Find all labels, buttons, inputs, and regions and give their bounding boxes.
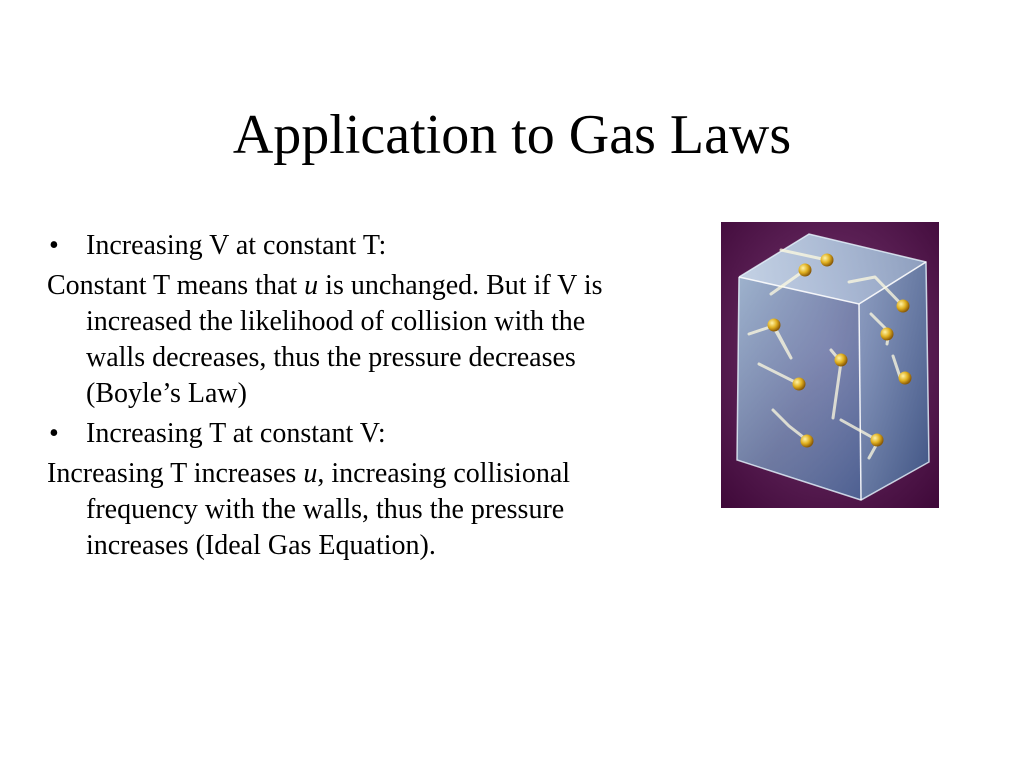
molecule xyxy=(821,254,834,267)
gas-container-illustration xyxy=(721,222,939,508)
molecule xyxy=(881,328,894,341)
molecule xyxy=(899,372,912,385)
bullet-item-2 xyxy=(47,416,617,452)
molecule xyxy=(835,354,848,367)
paragraph-1-end: is unchanged. But if V is increased the likelihood of collision with the walls decreases, thus the pressure decreases (Boyle’s Law) xyxy=(86,270,603,409)
velocity-variable: u xyxy=(304,270,319,301)
paragraph-2 xyxy=(47,456,617,564)
bullet-text-2: Increasing T at constant V: xyxy=(86,418,386,449)
bullet-item-1 xyxy=(47,228,617,264)
molecule xyxy=(799,264,812,277)
paragraph-2-start: Increasing T increases xyxy=(47,458,304,489)
paragraph-1 xyxy=(47,268,617,412)
slide-title: Application to Gas Laws xyxy=(232,104,792,166)
molecule xyxy=(801,435,814,448)
molecule xyxy=(768,319,781,332)
molecule xyxy=(871,434,884,447)
bullet-icon: • xyxy=(49,230,59,261)
gas-container-molecules-icon xyxy=(721,222,939,508)
molecule xyxy=(793,378,806,391)
slide-body xyxy=(47,228,617,567)
paragraph-1-start: Constant T means that xyxy=(47,270,305,301)
bullet-text-1: Increasing V at constant T: xyxy=(86,230,387,261)
velocity-variable: u xyxy=(303,458,318,489)
bullet-icon: • xyxy=(49,418,59,449)
molecule xyxy=(897,300,910,313)
paragraph-2-end: , increasing collisional frequency with the walls, thus the pressure increases (Ideal Gas Equation). xyxy=(86,458,571,561)
